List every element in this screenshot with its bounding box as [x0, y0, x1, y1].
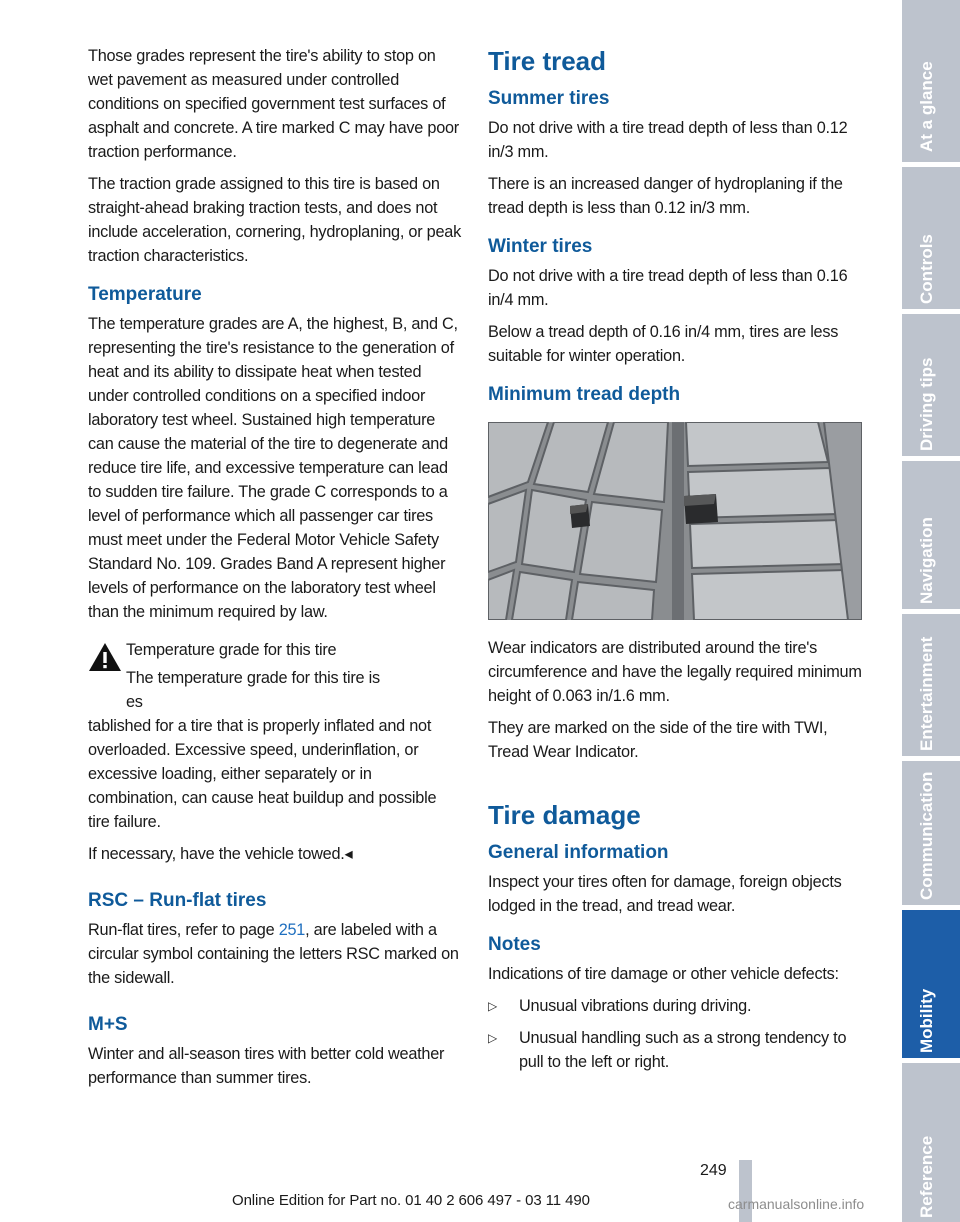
watermark: carmanualsonline.info: [728, 1196, 865, 1212]
tire-damage-title: Tire damage: [488, 800, 641, 830]
ms-heading: M+S: [88, 1014, 128, 1035]
tab-label: Controls: [917, 234, 936, 304]
tab-label: Reference: [917, 1135, 936, 1218]
edition-footer: Online Edition for Part no. 01 40 2 606 497 - 03 11 490: [232, 1192, 590, 1209]
list-item-text: Unusual handling such as a strong tendency to pull to the left or right.: [519, 1029, 847, 1071]
tab-label: Entertainment: [917, 636, 936, 751]
tab-mobility[interactable]: [902, 910, 960, 1058]
warning-block: [88, 638, 462, 714]
winter-tires-heading: Winter tires: [488, 236, 593, 257]
tab-communication[interactable]: [902, 761, 960, 905]
notes-paragraph: Indications of tire damage or other vehicle defects:: [488, 965, 839, 983]
bullet-triangle-icon: ▷: [488, 999, 497, 1013]
summer-paragraph-1: Do not drive with a tire tread depth of less than 0.12 in/3 mm.: [488, 119, 848, 161]
summer-tires-heading: Summer tires: [488, 88, 610, 109]
tab-driving-tips[interactable]: [902, 314, 960, 456]
general-information-paragraph: Inspect your tires often for damage, foreign objects lodged in the tread, and tread wear.: [488, 873, 842, 915]
tab-controls[interactable]: [902, 167, 960, 309]
traction-paragraph-1: Those grades represent the tire's ability to stop on wet pavement as measured under controlled conditions on specified government test surfaces of asphalt and concrete. A tire marked C may have poor traction performance.: [88, 47, 459, 161]
tab-label: Driving tips: [917, 357, 936, 451]
warning-text-first-line: The temperature grade for this tire is es: [126, 669, 380, 711]
tab-reference[interactable]: [902, 1063, 960, 1222]
tire-tread-wear-indicator-image: [488, 422, 862, 620]
minimum-tread-depth-heading: Minimum tread depth: [488, 384, 681, 405]
wear-indicator-paragraph-2: They are marked on the side of the tire with TWI, Tread Wear Indicator.: [488, 719, 828, 761]
damage-indications-list: [488, 994, 862, 1074]
warning-triangle-icon: [88, 642, 126, 714]
page-251-link[interactable]: 251: [278, 921, 306, 939]
notes-heading: Notes: [488, 934, 541, 955]
rsc-text-before: Run-flat tires, refer to page: [88, 921, 279, 939]
tab-label: Communication: [917, 771, 936, 900]
list-item-text: Unusual vibrations during driving.: [519, 997, 752, 1015]
temperature-paragraph: The temperature grades are A, the highest, B, and C, representing the tire's resistance to the generation of heat and its ability to dissipate heat when tested under controlled conditions on a specified indoor laboratory test wheel. Sustained high temperature can cause the material of the tire to degenerate and reduce tire life, and excessive temperature can lead to sudden tire failure. The grade C corresponds to a level of performance which all passenger car tires must meet under the Federal Motor Vehicle Safety Standard No. 109. Grades Band A represent higher levels of performance on the laboratory test wheel than the minimum required by law.: [88, 315, 458, 621]
list-item: [488, 994, 862, 1018]
tab-label: At a glance: [917, 61, 936, 152]
tab-entertainment[interactable]: [902, 614, 960, 756]
wear-indicator-paragraph-1: Wear indicators are distributed around the tire's circumference and have the legally required minimum height of 0.063 in/1.6 mm.: [488, 639, 862, 705]
right-column: [488, 44, 862, 1082]
rsc-heading: RSC – Run-flat tires: [88, 890, 267, 911]
winter-paragraph-2: Below a tread depth of 0.16 in/4 mm, tires are less suitable for winter operation.: [488, 323, 839, 365]
warning-end: If necessary, have the vehicle towed.◂: [88, 845, 353, 863]
traction-paragraph-2: The traction grade assigned to this tire is based on straight-ahead braking traction tests, and does not include acceleration, cornering, hydroplaning, or peak traction characteristics.: [88, 175, 461, 265]
tab-at-a-glance[interactable]: [902, 0, 960, 162]
left-column: [88, 44, 462, 1098]
rsc-text-after: , are labeled with a circular symbol containing the letters RSC marked on the sidewall.: [88, 921, 459, 987]
rsc-paragraph: [88, 918, 462, 990]
temperature-heading: Temperature: [88, 284, 202, 305]
bullet-triangle-icon: ▷: [488, 1031, 497, 1045]
summer-paragraph-2: There is an increased danger of hydroplaning if the tread depth is less than 0.12 in/3 mm.: [488, 175, 843, 217]
tab-label: Mobility: [917, 988, 936, 1053]
warning-title: Temperature grade for this tire: [126, 641, 337, 659]
winter-paragraph-1: Do not drive with a tire tread depth of less than 0.16 in/4 mm.: [488, 267, 848, 309]
tab-navigation[interactable]: [902, 461, 960, 609]
page-number: 249: [700, 1162, 727, 1179]
chapter-sidebar: [902, 0, 960, 1222]
page-number-bar: [739, 1160, 752, 1222]
tab-label: Navigation: [917, 517, 936, 604]
list-item: [488, 1026, 862, 1074]
general-information-heading: General information: [488, 842, 669, 863]
ms-paragraph: Winter and all-season tires with better cold weather performance than summer tires.: [88, 1045, 445, 1087]
warning-text: tablished for a tire that is properly inflated and not overloaded. Excessive speed, underinflation, or excessive loading, either separately or in combination, can cause heat buildup and possible tire failure.: [88, 717, 437, 831]
tire-tread-title: Tire tread: [488, 46, 607, 76]
